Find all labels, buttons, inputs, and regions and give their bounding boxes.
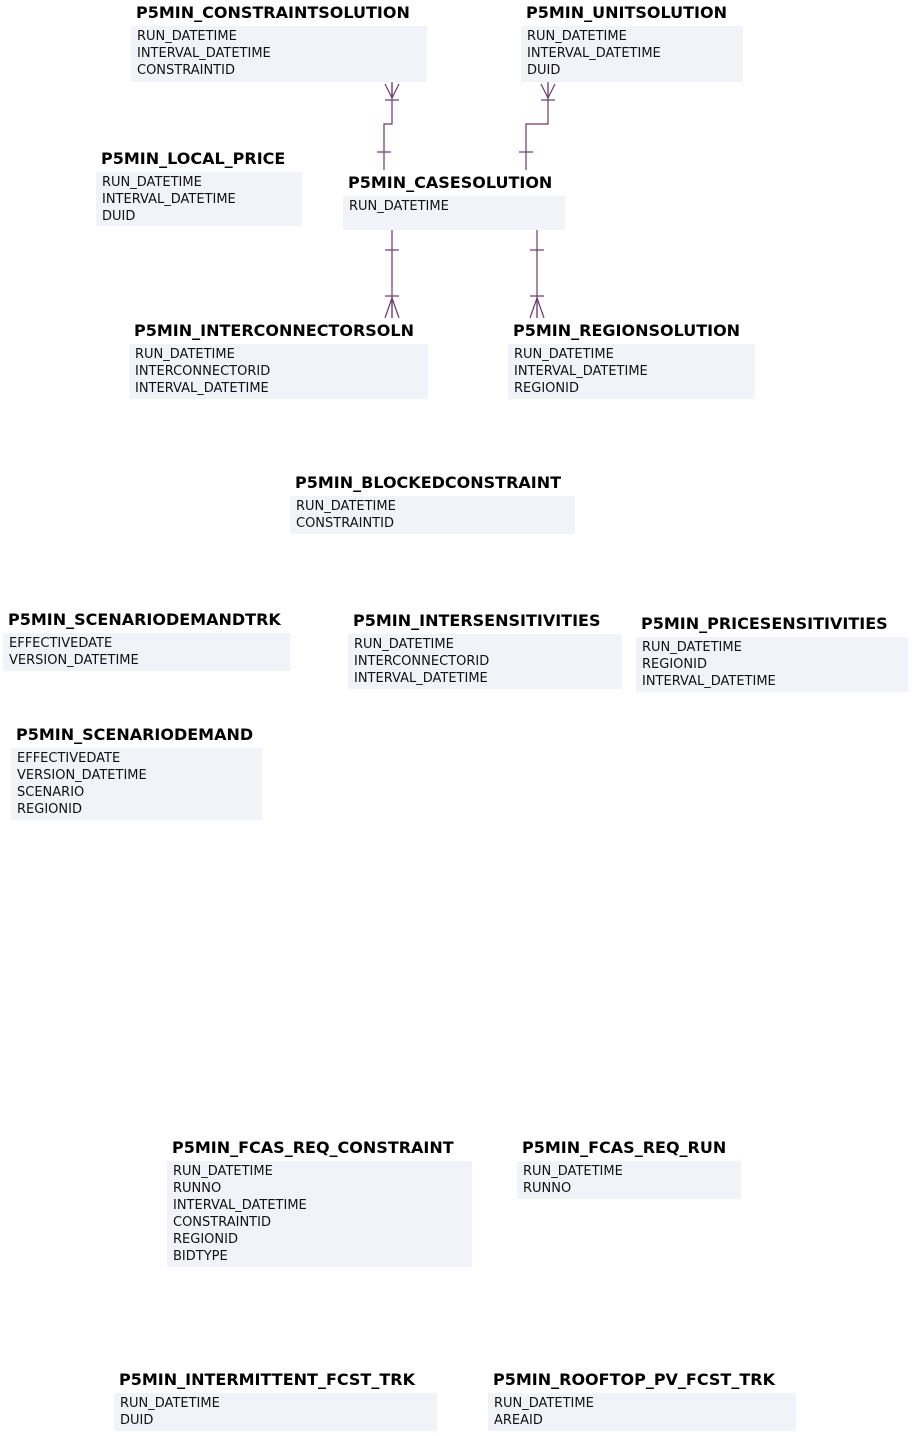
crows-foot-prong <box>392 298 399 318</box>
entity-fields <box>343 196 565 230</box>
entity-fields <box>348 634 622 689</box>
entity-fields <box>488 1393 796 1431</box>
entity-field: RUN_DATETIME <box>494 1396 594 1411</box>
entity-title: P5MIN_ROOFTOP_PV_FCST_TRK <box>488 1367 780 1393</box>
entity-fields <box>131 26 427 82</box>
entity-fields <box>114 1393 437 1431</box>
entity-field: RUN_DATETIME <box>527 29 627 44</box>
entity-title: P5MIN_SCENARIODEMAND <box>11 722 258 748</box>
entity-p5min-unitsolution <box>521 0 743 82</box>
entity-title: P5MIN_LOCAL_PRICE <box>96 146 290 172</box>
entity-p5min-rooftop-pv-fcst-trk <box>488 1367 796 1431</box>
entity-title: P5MIN_INTERCONNECTORSOLN <box>129 318 419 344</box>
crows-foot-prong <box>392 84 399 98</box>
entity-field: INTERVAL_DATETIME <box>642 674 776 689</box>
entity-field: CONSTRAINTID <box>137 63 235 78</box>
entity-p5min-intermittent-fcst-trk <box>114 1367 437 1431</box>
entity-title: P5MIN_CONSTRAINTSOLUTION <box>131 0 415 26</box>
entity-fields <box>167 1161 472 1267</box>
entity-field: BIDTYPE <box>173 1249 228 1264</box>
entity-field: CONSTRAINTID <box>296 516 394 531</box>
entity-field: RUN_DATETIME <box>349 199 449 214</box>
entity-field: INTERVAL_DATETIME <box>354 671 488 686</box>
entity-field: RUN_DATETIME <box>514 347 614 362</box>
entity-p5min-constraintsolution <box>131 0 427 82</box>
entity-field: REGIONID <box>17 802 82 817</box>
entity-field: RUNNO <box>523 1181 572 1196</box>
entity-p5min-pricesensitivities <box>636 611 908 692</box>
entity-field: CONSTRAINTID <box>173 1215 271 1230</box>
entity-field: INTERCONNECTORID <box>354 654 490 669</box>
entity-field: REGIONID <box>642 657 707 672</box>
entity-fields <box>11 748 262 820</box>
entity-title: P5MIN_FCAS_REQ_CONSTRAINT <box>167 1135 459 1161</box>
entity-field: REGIONID <box>514 381 579 396</box>
entity-title: P5MIN_BLOCKEDCONSTRAINT <box>290 470 566 496</box>
entity-title: P5MIN_REGIONSOLUTION <box>508 318 745 344</box>
entity-title: P5MIN_INTERMITTENT_FCST_TRK <box>114 1367 420 1393</box>
crows-foot-prong <box>541 84 548 98</box>
entity-field: EFFECTIVEDATE <box>17 751 121 766</box>
entity-field: SCENARIO <box>17 785 85 800</box>
entity-p5min-intersensitivities <box>348 608 622 689</box>
entity-fields <box>517 1161 741 1199</box>
entity-field: INTERVAL_DATETIME <box>137 46 271 61</box>
entity-p5min-fcas-req-run <box>517 1135 741 1199</box>
entity-fields <box>290 496 575 534</box>
entity-field: INTERVAL_DATETIME <box>527 46 661 61</box>
crows-foot-prong <box>385 84 392 98</box>
entity-field: RUN_DATETIME <box>173 1164 273 1179</box>
entity-field: RUN_DATETIME <box>137 29 237 44</box>
entity-p5min-scenariodemand <box>11 722 262 820</box>
entity-field: RUN_DATETIME <box>296 499 396 514</box>
crows-foot-prong <box>537 298 544 318</box>
entity-p5min-local-price <box>96 146 302 226</box>
entity-p5min-fcas-req-constraint <box>167 1135 472 1267</box>
entity-field: INTERVAL_DATETIME <box>173 1198 307 1213</box>
rel-casesolution-unitsolution <box>526 82 548 170</box>
entity-title: P5MIN_UNITSOLUTION <box>521 0 732 26</box>
entity-fields <box>521 26 743 82</box>
entity-p5min-casesolution <box>343 170 565 230</box>
entity-field: REGIONID <box>173 1232 238 1247</box>
entity-field: RUN_DATETIME <box>642 640 742 655</box>
entity-title: P5MIN_SCENARIODEMANDTRK <box>3 607 286 633</box>
entity-field: INTERVAL_DATETIME <box>135 381 269 396</box>
entity-p5min-interconnectorsoln <box>129 318 428 399</box>
entity-title: P5MIN_CASESOLUTION <box>343 170 557 196</box>
entity-field: DUID <box>102 209 136 224</box>
entity-fields <box>508 344 755 399</box>
entity-field: INTERVAL_DATETIME <box>514 364 648 379</box>
entity-field: INTERCONNECTORID <box>135 364 271 379</box>
entity-field: VERSION_DATETIME <box>9 653 139 668</box>
entity-field: AREAID <box>494 1413 543 1428</box>
entity-title: P5MIN_INTERSENSITIVITIES <box>348 608 605 634</box>
entity-p5min-regionsolution <box>508 318 755 399</box>
entity-fields <box>96 172 302 226</box>
entity-field: EFFECTIVEDATE <box>9 636 113 651</box>
entity-field: RUN_DATETIME <box>102 175 202 190</box>
entity-field: RUN_DATETIME <box>135 347 235 362</box>
entity-p5min-blockedconstraint <box>290 470 575 534</box>
entity-title: P5MIN_PRICESENSITIVITIES <box>636 611 893 637</box>
entity-fields <box>3 633 290 671</box>
crows-foot-prong <box>385 298 392 318</box>
crows-foot-prong <box>530 298 537 318</box>
entity-fields <box>129 344 428 399</box>
crows-foot-prong <box>548 84 555 98</box>
entity-field: RUN_DATETIME <box>120 1396 220 1411</box>
entity-field: DUID <box>120 1413 154 1428</box>
entity-title: P5MIN_FCAS_REQ_RUN <box>517 1135 731 1161</box>
entity-p5min-scenariodemandtrk <box>3 607 290 671</box>
entity-field: DUID <box>527 63 561 78</box>
entity-field: VERSION_DATETIME <box>17 768 147 783</box>
entity-field: RUN_DATETIME <box>354 637 454 652</box>
entity-field: INTERVAL_DATETIME <box>102 192 236 207</box>
entity-fields <box>636 637 908 692</box>
entity-field: RUNNO <box>173 1181 222 1196</box>
entity-field: RUN_DATETIME <box>523 1164 623 1179</box>
